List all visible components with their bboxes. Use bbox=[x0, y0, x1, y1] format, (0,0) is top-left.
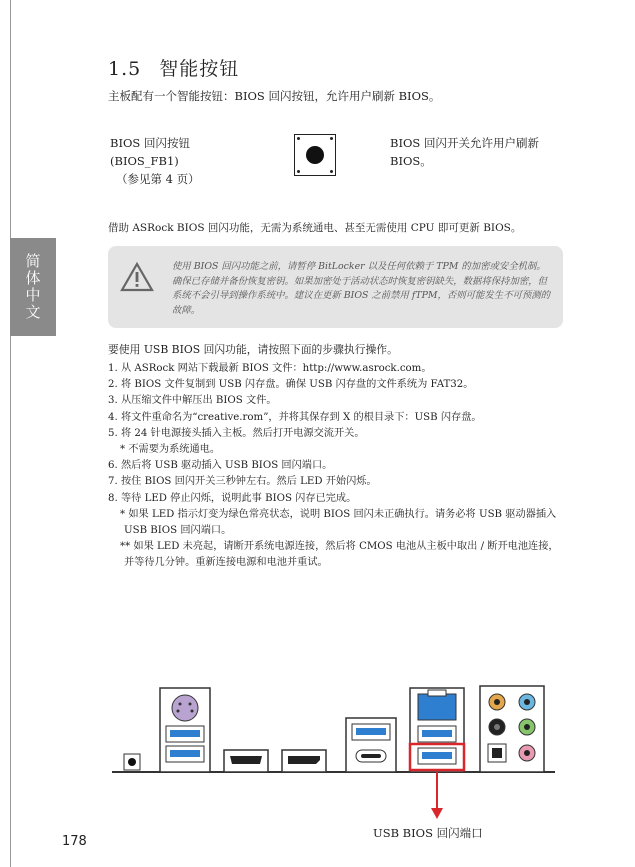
bios-flashback-button-icon-small bbox=[124, 754, 140, 770]
usb-typec-port-stack bbox=[346, 718, 396, 772]
warning-triangle-icon bbox=[120, 262, 154, 292]
list-item: 5. 将 24 针电源接头插入主板。然后打开电源交流开关。 bbox=[108, 427, 365, 439]
list-item: 1. 从 ASRock 网站下载最新 BIOS 文件：http://www.asrock.com。 bbox=[108, 363, 432, 374]
ps2-usb-port-stack bbox=[160, 688, 210, 772]
port-caption: USB BIOS 回闪端口 bbox=[373, 826, 483, 840]
list-item: 7. 按住 BIOS 回闪开关三秒钟左右。然后 LED 开始闪烁。 bbox=[108, 476, 377, 488]
list-note: * 如果 LED 指示灯变为绿色常亮状态，说明 BIOS 回闪未正确执行。请务必将 USB 驱动器插入 bbox=[120, 508, 557, 520]
arrow-head-icon bbox=[431, 808, 443, 819]
intro-paragraph: 主板配有一个智能按钮：BIOS 回闪按钮，允许用户刷新 BIOS。 bbox=[108, 89, 441, 103]
steps-list bbox=[108, 361, 568, 572]
warning-box bbox=[108, 246, 563, 328]
section-number: 1.5 bbox=[108, 58, 142, 80]
flashback-description: 借助 ASRock BIOS 回闪功能，无需为系统通电、甚至无需使用 CPU 即可更新 BIOS。 bbox=[108, 222, 522, 234]
list-note: 并等待几分钟。重新连接电源和电池并重试。 bbox=[124, 557, 328, 569]
rear-io-panel-diagram bbox=[110, 680, 570, 820]
page-margin-line bbox=[10, 0, 11, 867]
list-item: 6. 然后将 USB 驱动插入 USB BIOS 回闪端口。 bbox=[108, 460, 333, 472]
bios-flashback-button-icon bbox=[294, 134, 336, 176]
language-side-tab: 简体中文 bbox=[10, 238, 56, 336]
warning-text: 使用 BIOS 回闪功能之前，请暂停 BitLocker 以及任何依赖于 TPM 的加密或安全机制。确保已存储并备份恢复密钥。如果加密处于活动状态时恢复密钥缺失，数据将保持加密，但系统不会引导到操作系统中。建议在更新 BIOS 之前禁用 fTPM，否则可能发生不可预测的故障。 bbox=[172, 261, 551, 316]
list-item: 4. 将文件重命名为“creative.rom”，并将其保存到 X 的根目录下：USB 闪存盘。 bbox=[108, 411, 482, 423]
button-description: BIOS 回闪开关允许用户刷新 BIOS。 bbox=[390, 136, 539, 168]
audio-port-stack bbox=[480, 686, 544, 772]
lan-usb-port-stack bbox=[410, 688, 464, 772]
button-label: BIOS 回闪按钮 (BIOS_FB1) （参见第 4 页） bbox=[110, 136, 200, 186]
list-item: 3. 从压缩文件中解压出 BIOS 文件。 bbox=[108, 395, 277, 407]
hdmi-port-icon bbox=[224, 750, 268, 772]
list-item: 8. 等待 LED 停止闪烁，说明此事 BIOS 闪存已完成。 bbox=[108, 492, 357, 504]
list-note: * 不需要为系统通电。 bbox=[120, 444, 221, 456]
list-note: ** 如果 LED 未亮起，请断开系统电源连接，然后将 CMOS 电池从主板中取出 / 断开电池连接， bbox=[120, 541, 559, 553]
list-note: USB BIOS 回闪端口。 bbox=[124, 525, 232, 537]
page-number: 178 bbox=[62, 834, 87, 849]
displayport-icon bbox=[282, 750, 326, 772]
steps-intro: 要使用 USB BIOS 回闪功能，请按照下面的步骤执行操作。 bbox=[108, 343, 398, 356]
list-item: 2. 将 BIOS 文件复制到 USB 闪存盘。确保 USB 闪存盘的文件系统为 FAT32。 bbox=[108, 379, 474, 391]
section-heading: 智能按钮 bbox=[159, 58, 240, 80]
section-title bbox=[108, 54, 239, 81]
